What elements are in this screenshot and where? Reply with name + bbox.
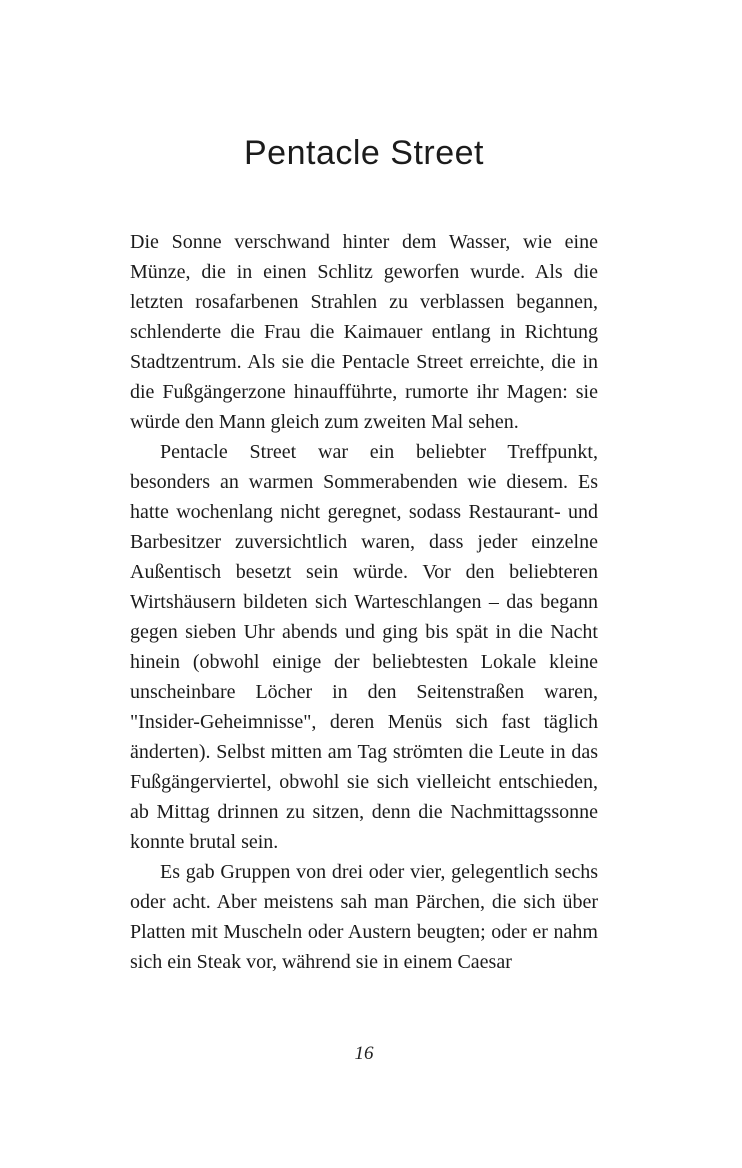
page-number: 16 bbox=[354, 1043, 374, 1064]
chapter-title: Pentacle Street bbox=[244, 134, 484, 172]
paragraph-2: Pentacle Street war ein beliebter Treffpunkt, besonders an warmen Sommerabenden wie diesem. Es hatte wochenlang nicht geregnet, sodass Restaurant- und Barbesitzer zuversichtlich waren, dass jeder einzelne Außentisch besetzt sein würde. Vor den beliebteren Wirtshäusern bildeten sich Warteschlangen – das begann gegen sieben Uhr abends und ging bis spät in die Nacht hinein (obwohl einige der beliebtesten Lokale kleine unscheinbare Löcher in den Seitenstraßen waren, "Insider-Geheimnisse", deren Menüs sich fast täglich änderten). Selbst mitten am Tag strömten die Leute in das Fußgängerviertel, obwohl sie sich vielleicht entschieden, ab Mittag drinnen zu sitzen, denn die Nachmittagssonne konnte brutal sein. bbox=[130, 441, 598, 853]
body-text bbox=[130, 227, 598, 977]
paragraph-1: Die Sonne verschwand hinter dem Wasser, wie eine Münze, die in einen Schlitz geworfen wurde. Als die letzten rosafarbenen Strahlen zu verblassen begannen, schlenderte die Frau die Kaimauer entlang in Richtung Stadtzentrum. Als sie die Pentacle Street erreichte, die in die Fußgängerzone hinaufführte, rumorte ihr Magen: sie würde den Mann gleich zum zweiten Mal sehen. bbox=[130, 231, 598, 433]
paragraph-3: Es gab Gruppen von drei oder vier, gelegentlich sechs oder acht. Aber meistens sah man Pärchen, die sich über Platten mit Muscheln oder Austern beugten; oder er nahm sich ein Steak vor, während sie in einem Caesar bbox=[130, 861, 598, 973]
